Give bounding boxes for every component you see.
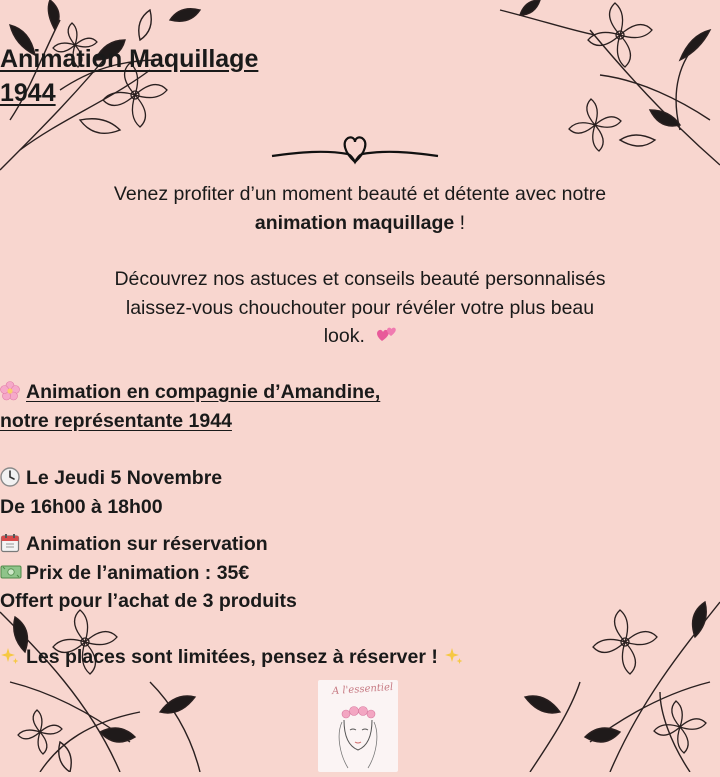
booking-reservation-line <box>0 530 720 559</box>
floral-decoration-bottom-right <box>490 592 720 772</box>
title-line-2: 1944 <box>0 79 56 107</box>
host-line-1 <box>0 378 720 407</box>
intro-line: Venez profiter d’un moment beauté et détente avec notre <box>113 183 607 205</box>
sparkles-icon-right <box>444 646 464 666</box>
booking-offer: Offert pour l’achat de 3 produits <box>0 590 297 612</box>
tips-line-3 <box>60 322 660 351</box>
two-hearts-icon <box>376 325 396 345</box>
cherry-blossom-icon <box>0 381 20 401</box>
schedule-date: Le Jeudi 5 Novembre <box>26 467 223 489</box>
schedule-time: De 16h00 à 18h00 <box>0 495 163 518</box>
intro-paragraph <box>60 180 660 237</box>
schedule-block <box>0 464 720 521</box>
booking-block <box>0 530 720 616</box>
tips-paragraph <box>60 265 660 351</box>
calendar-icon <box>0 533 20 553</box>
tips-line-2: laissez-vous chouchouter pour révéler votre plus beau <box>125 296 595 319</box>
intro-bold: animation maquillage <box>254 211 455 234</box>
intro-line-2 <box>60 209 660 238</box>
sparkles-icon <box>0 646 20 666</box>
schedule-date-line <box>0 464 720 493</box>
booking-reservation: Animation sur réservation <box>26 533 268 555</box>
brand-logo <box>318 680 398 772</box>
host-line-1-text: Animation en compagnie d’Amandine, <box>26 381 381 403</box>
intro-after: ! <box>454 211 466 234</box>
page-title <box>0 42 720 110</box>
booking-price: Prix de l’animation : 35€ <box>26 561 250 584</box>
tips-line-3-text: look. <box>323 325 365 347</box>
banknote-icon <box>0 562 20 582</box>
heart-divider-icon <box>270 130 440 175</box>
limited-text: Les places sont limitées, pensez à réserver ! <box>26 646 438 668</box>
clock-icon <box>0 467 20 487</box>
limited-line <box>0 643 720 672</box>
host-line-2: notre représentante 1944 <box>0 409 232 432</box>
host-block <box>0 378 720 435</box>
tips-line-1: Découvrez nos astuces et conseils beauté personnalisés <box>114 268 606 290</box>
booking-price-line <box>0 559 720 588</box>
title-line-1: Animation Maquillage <box>0 45 259 73</box>
floral-decoration-bottom-left <box>0 592 230 772</box>
logo-text: A l'essentiel <box>331 681 394 698</box>
